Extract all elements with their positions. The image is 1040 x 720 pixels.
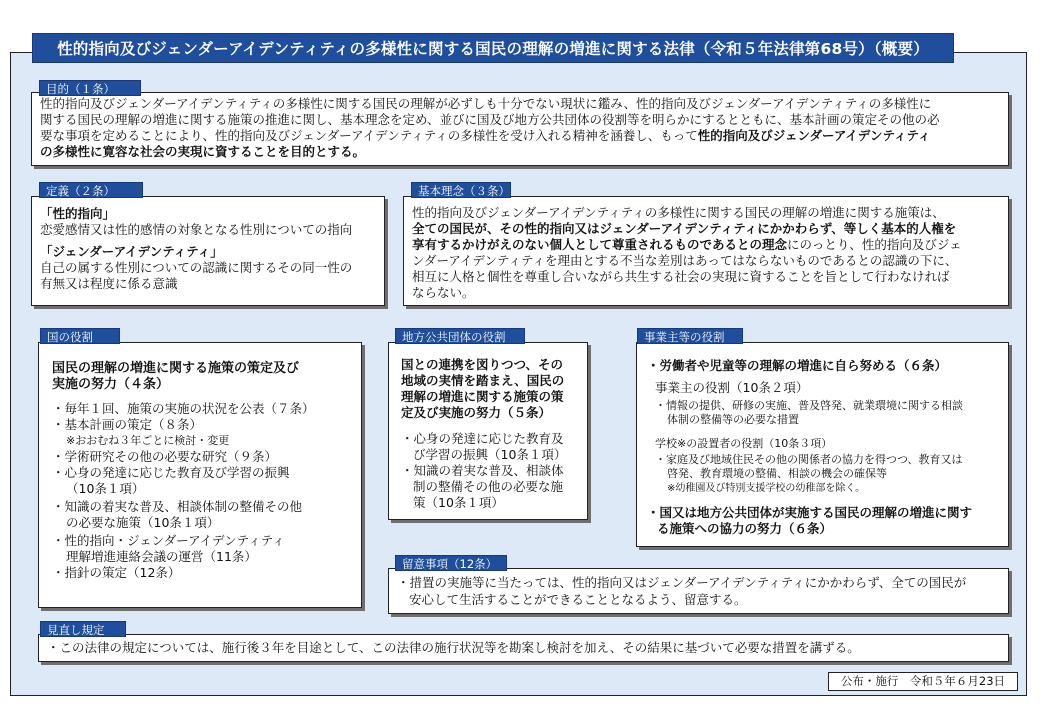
principle-line-5: 相互に人格と個性を尊重し合いながら共生する社会の実現に資することを旨として行わなければ [412,269,950,284]
local-heading-4: 定及び実施の努力（５条） [401,405,552,420]
purpose-line-3-bold: 性的指向及びジェンダーアイデンティティ [697,128,931,143]
national-item: ・心身の発達に応じた教育及び学習の振興 [52,465,290,480]
term-sexual-orientation: 「性的指向」 [40,206,116,221]
promulgation-date: 公布・施行 令和５年６月23日 [828,672,1018,691]
employer-heading-2-2: る施策への協力の努力（６条） [657,521,833,536]
local-role-box [388,342,588,520]
employer-sub-2-item-cont: 啓発、教育環境の整備、相談の機会の確保等 [667,467,887,480]
purpose-line-1: 性的指向及びジェンダーアイデンティティの多様性に関する国民の理解が必ずしも十分でない現状に鑑み、性的指向及びジェンダーアイデンティティの多様性に [40,96,932,111]
principle-label: 基本理念（３条） [411,182,511,198]
def-sexual-orientation: 恋愛感情又は性的感情の対象となる性別についての指向 [40,222,353,237]
review-box [38,634,1009,662]
page-title: 性的指向及びジェンダーアイデンティティの多様性に関する国民の理解の増進に関する法律（令和５年法律第68号）（概要） [32,33,954,63]
local-heading-2: 地域の実情を踏まえ、国民の [401,373,565,388]
review-text: ・この法律の規定については、施行後３年を目途として、この法律の施行状況等を勘案し検討を加え、その結果に基づいて必要な措置を講ずる。 [47,640,860,655]
employer-sub-1-item: ・情報の提供、研修の実施、普及啓発、就業環境に関する相談 [655,399,963,412]
national-item: ・毎年１回、施策の実施の状況を公表（７条） [52,401,315,416]
principle-line-3-bold: 享有するかけがえのない個人として尊重されるものであるとの理念 [412,237,788,252]
national-item: ・性的指向・ジェンダーアイデンティティ [52,533,285,548]
local-heading-3: 理解の増進に関する施策の策 [401,389,564,404]
note-box [388,568,1009,614]
definitions-label: 定義（２条） [39,182,143,198]
principle-line-3-normal: にのっとり、性的指向及びジェ [787,237,962,252]
national-item: ・知識の着実な普及、相談体制の整備その他 [52,499,303,514]
national-role-box [38,342,362,608]
review-label: 見直し規定 [40,621,126,637]
national-item-cont: の必要な施策（10条１項） [66,515,220,530]
definitions-box [31,196,385,306]
local-item-cont: び学習の振興（10条１項） [413,447,567,462]
national-role-label: 国の役割 [40,328,120,344]
local-item-cont: 制の整備その他の必要な施 [413,479,564,494]
principle-line-6: ならない。 [412,285,475,300]
employer-heading: ・労働者や児童等の理解の増進に自ら努める（６条） [647,358,948,373]
note-line-1: ・措置の実施等に当たっては、性的指向又はジェンダーアイデンティティにかかわらず、全ての国民が [397,575,967,590]
note-label: 留意事項（12条） [395,555,507,571]
employer-sub-1: 事業主の役割（10条２項） [655,380,809,395]
local-role-label: 地方公共団体の役割 [395,328,525,344]
purpose-label: 目的（１条） [39,80,141,96]
principle-line-2: 全ての国民が、その性的指向又はジェンダーアイデンティティにかかわらず、等しく基本的人権を [412,221,957,236]
national-item-cont: （10条１項） [66,481,145,496]
def-gender-identity-2: 有無又は程度に係る意識 [40,276,178,291]
local-item: ・心身の発達に応じた教育及 [401,431,564,446]
purpose-line-2: 関する国民の理解の増進に関する施策の推進に関し、基本理念を定め、並びに国及び地方公共団体の役割等を明らかにするとともに、基本計画の策定その他の必 [40,112,940,127]
employer-sub-1-item-cont: 体制の整備等の必要な措置 [667,413,799,426]
purpose-line-4: の多様性に寛容な社会の実現に資することを目的とする。 [40,144,366,159]
employer-sub-2: 学校※の設置者の役割（10条３項） [655,437,833,450]
purpose-box [31,92,1009,166]
principle-box [403,196,1009,306]
purpose-line-3 [40,128,931,144]
local-heading-1: 国との連携を図りつつ、その [401,357,564,372]
principle-line-1: 性的指向及びジェンダーアイデンティティの多様性に関する国民の理解の増進に関する施策は、 [412,205,945,220]
employer-heading-2-1: ・国又は地方公共団体が実施する国民の理解の増進に関す [647,505,973,520]
national-item: ・学術研究その他の必要な研究（９条） [52,449,278,464]
note-line-2: 安心して生活することができることとなるよう、留意する。 [409,592,747,607]
employer-role-box [636,342,1009,547]
principle-line-4: ンダーアイデンティティを理由とする不当な差別はあってはならないものであるとの認識の下に、 [412,253,958,268]
local-item-cont: 策（10条１項） [413,495,504,510]
national-item: ・指針の策定（12条） [52,565,181,580]
national-item: ・基本計画の策定（８条） [52,417,203,432]
purpose-line-3-normal: 要な事項を定めることにより、性的指向及びジェンダーアイデンティティの多様性を受け入れる精神を涵養し、もって [40,128,698,143]
local-item: ・知識の着実な普及、相談体 [401,463,564,478]
employer-role-label: 事業主等の役割 [637,328,743,344]
employer-sub-2-note: ※幼稚園及び特別支援学校の幼稚部を除く。 [667,483,866,494]
national-heading-2: 実施の努力（４条） [52,377,170,392]
def-gender-identity-1: 自己の属する性別についての認識に関するその同一性の [40,260,353,275]
principle-line-3 [412,237,962,253]
national-item-cont: 理解増進連絡会議の運営（11条） [66,549,257,564]
employer-sub-2-item: ・家庭及び地域住民その他の関係者の協力を得つつ、教育又は [655,453,963,466]
term-gender-identity: 「ジェンダーアイデンティティ」 [40,244,223,259]
national-heading-1: 国民の理解の増進に関する施策の策定及び [52,361,300,376]
national-item-note: ※おおむね３年ごとに検討・変更 [66,434,230,447]
